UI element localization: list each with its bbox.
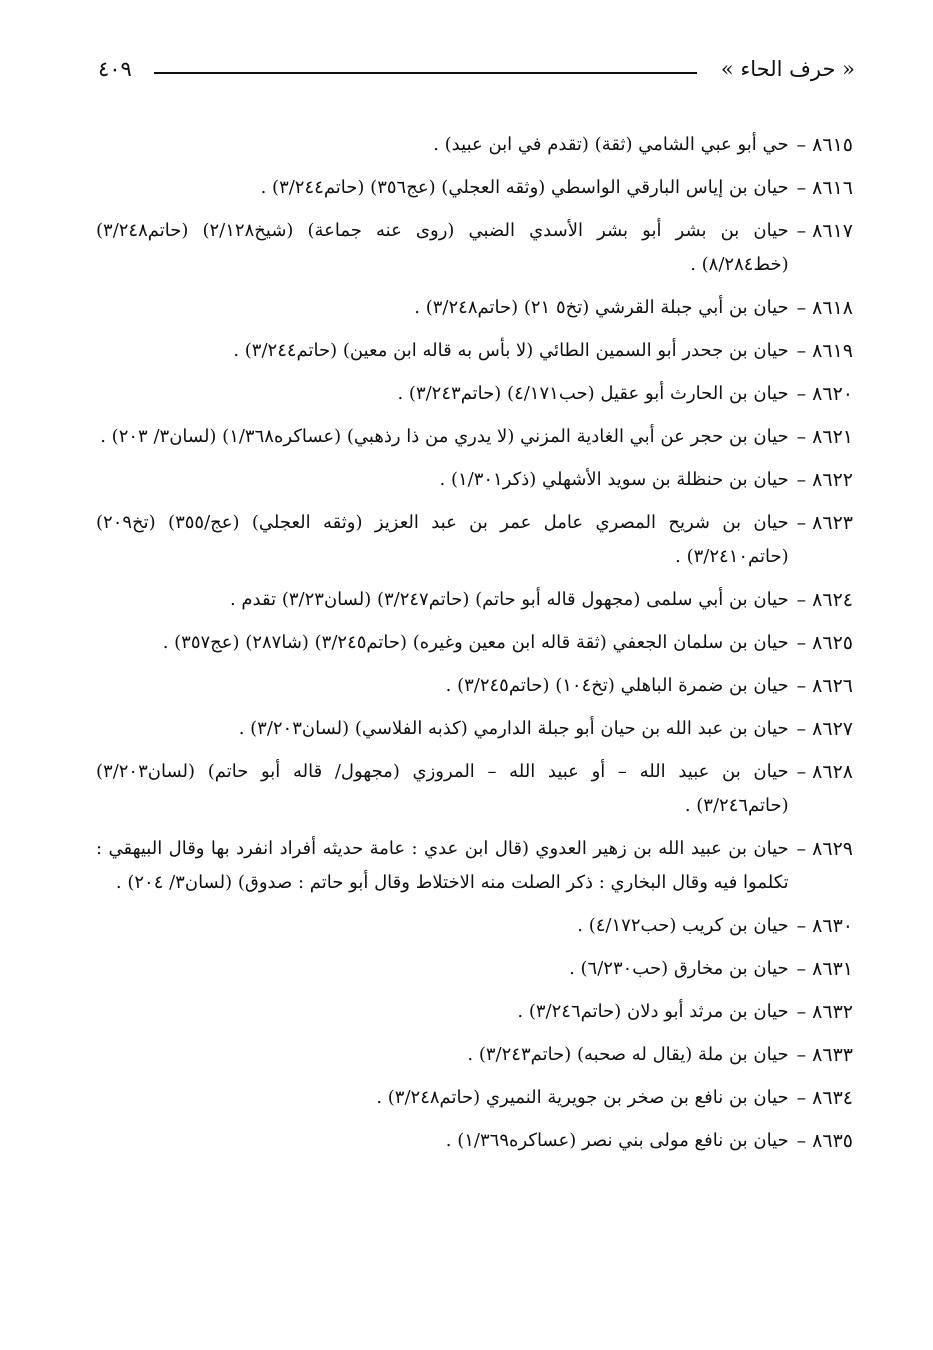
entry-number: ٨٦١٩ (812, 340, 853, 362)
entry-row (96, 626, 853, 669)
entry-number: ٨٦٢٥ (812, 632, 853, 654)
entry-text: حيان بن حجر عن أبي الغادية المزني (لا يدري من ذا رذهبي) (عساكره١/٣٦٨) (لسان٣/ ٢٠٣) . (100, 426, 789, 447)
entry-text: حيان بن نافع بن صخر بن جويرية النميري (حاتم٣/٢٤٨) . (376, 1087, 789, 1108)
entry-dash: – (796, 134, 807, 156)
entry-text: حيان بن عبد الله بن حيان أبو جبلة الدارمي (كذبه الفلاسي) (لسان٣/٢٠٣) . (238, 718, 789, 739)
entry-list (96, 128, 853, 1167)
entry-text: حيان بن أبي سلمى (مجهول قاله أبو حاتم) (حاتم٣/٢٤٧) (لسان٣/٢٣) تقدم . (229, 589, 789, 610)
entry-row (96, 334, 853, 377)
page-header (98, 55, 855, 91)
entry-text: حيان بن بشر أبو بشر الأسدي الضبي (روى عنه جماعة) (شيخ٢/١٢٨) (حاتم٣/٢٤٨) (خط٨/٢٨٤) . (96, 220, 789, 275)
entry-dash: – (796, 632, 807, 654)
entry-number: ٨٦٢٢ (812, 469, 853, 491)
entry-text: حيان بن ملة (يقال له صحبه) (حاتم٣/٢٤٣) . (467, 1044, 789, 1065)
entry-text: حيان بن نافع مولى بني نصر (عساكره١/٣٦٩) . (445, 1130, 789, 1151)
entry-dash: – (796, 718, 807, 740)
entry-dash: – (796, 761, 807, 783)
entry-number: ٨٦٢٨ (812, 761, 853, 783)
entry-number: ٨٦٢٣ (812, 512, 853, 534)
entry-number: ٨٦١٨ (812, 297, 853, 319)
entry-text: حيان بن شريح المصري عامل عمر بن عبد العزيز (وثقه العجلي) (عج/٣٥٥) (تخ٢٠٩) (حاتم٣/٢٤١٠) . (96, 512, 789, 567)
entry-row (96, 583, 853, 626)
entry-dash: – (796, 512, 807, 534)
entry-row (96, 463, 853, 506)
entry-dash: – (796, 220, 807, 242)
entry-number: ٨٦٣٢ (812, 1001, 853, 1023)
entry-text: حيان بن الحارث أبو عقيل (حب٤/١٧١) (حاتم٣/٢٤٣) . (397, 383, 789, 404)
entry-dash: – (796, 1044, 807, 1066)
entry-number: ٨٦٣٣ (812, 1044, 853, 1066)
entry-dash: – (796, 915, 807, 937)
entry-dash: – (796, 469, 807, 491)
entry-row (96, 291, 853, 334)
entry-dash: – (796, 1087, 807, 1109)
entry-text: حي أبو عبي الشامي (ثقة) (تقدم في ابن عبيد) . (433, 134, 789, 155)
entry-row (96, 669, 853, 712)
entry-number: ٨٦١٦ (812, 177, 853, 199)
entry-row (96, 952, 853, 995)
entry-text: حيان بن جحدر أبو السمين الطائي (لا بأس به قاله ابن معين) (حاتم٣/٢٤٤) . (233, 340, 789, 361)
entry-dash: – (796, 958, 807, 980)
entry-text: حيان بن عبيد الله بن زهير العدوي (قال ابن عدي : عامة حديثه أفراد انفرد بها وقال البيهقي : تكلموا فيه وقال البخاري : ذكر الصلت منه الاختلاط وقال أبو حاتم : صدوق) (لسان٣/ ٢٠٤) . (96, 838, 789, 893)
entry-row (96, 832, 853, 909)
entry-dash: – (796, 426, 807, 448)
entry-number: ٨٦٢٦ (812, 675, 853, 697)
entry-text: حيان بن عبيد الله – أو عبيد الله – المروزي (مجهول/ قاله أبو حاتم) (لسان٣/٢٠٣) (حاتم٣/٢٤٦) . (96, 761, 789, 816)
entry-row (96, 214, 853, 291)
entry-number: ٨٦٢٤ (812, 589, 853, 611)
entry-dash: – (796, 675, 807, 697)
entry-number: ٨٦٣٥ (812, 1130, 853, 1152)
entry-number: ٨٦٢٠ (812, 383, 853, 405)
entry-number: ٨٦١٧ (812, 220, 853, 242)
entry-text: حيان بن أبي جبلة القرشي (تخ٥ ٢١) (حاتم٣/٢٤٨) . (414, 297, 789, 318)
entry-dash: – (796, 1130, 807, 1152)
entry-row (96, 909, 853, 952)
entry-dash: – (796, 297, 807, 319)
entry-text: حيان بن ضمرة الباهلي (تخ١٠٤) (حاتم٣/٢٤٥) . (445, 675, 789, 696)
entry-row (96, 1081, 853, 1124)
entry-dash: – (796, 383, 807, 405)
entry-row (96, 128, 853, 171)
entry-row (96, 1038, 853, 1081)
entry-number: ٨٦٢١ (812, 426, 853, 448)
entry-number: ٨٦١٥ (812, 134, 853, 156)
entry-dash: – (796, 340, 807, 362)
entry-row (96, 755, 853, 832)
entry-dash: – (796, 177, 807, 199)
entry-number: ٨٦٣٤ (812, 1087, 853, 1109)
entry-row (96, 420, 853, 463)
header-rule (154, 72, 697, 74)
entry-row (96, 171, 853, 214)
entry-number: ٨٦٢٧ (812, 718, 853, 740)
entry-text: حيان بن كريب (حب٤/١٧٢) . (577, 915, 789, 936)
entry-text: حيان بن مرثد أبو دلان (حاتم٣/٢٤٦) . (517, 1001, 789, 1022)
entry-row (96, 712, 853, 755)
entry-row (96, 995, 853, 1038)
page-number: ٤٠٩ (98, 57, 132, 81)
entry-number: ٨٦٣١ (812, 958, 853, 980)
entry-row (96, 1124, 853, 1167)
entry-dash: – (796, 838, 807, 860)
entry-text: حيان بن حنظلة بن سويد الأشهلي (ذكر١/٣٠١) . (439, 469, 789, 490)
entry-row (96, 377, 853, 420)
entry-number: ٨٦٣٠ (812, 915, 853, 937)
entry-text: حيان بن سلمان الجعفي (ثقة قاله ابن معين وغيره) (حاتم٣/٢٤٥) (شا٢٨٧) (عج٣٥٧) . (162, 632, 789, 653)
entry-dash: – (796, 589, 807, 611)
entry-number: ٨٦٢٩ (812, 838, 853, 860)
entry-text: حيان بن إياس البارقي الواسطي (وثقه العجلي) (عج٣٥٦) (حاتم٣/٢٤٤) . (260, 177, 789, 198)
entry-dash: – (796, 1001, 807, 1023)
entry-text: حيان بن مخارق (حب٦/٢٣٠) . (569, 958, 789, 979)
entry-row (96, 506, 853, 583)
chapter-title: « حرف الحاء » (720, 57, 855, 81)
